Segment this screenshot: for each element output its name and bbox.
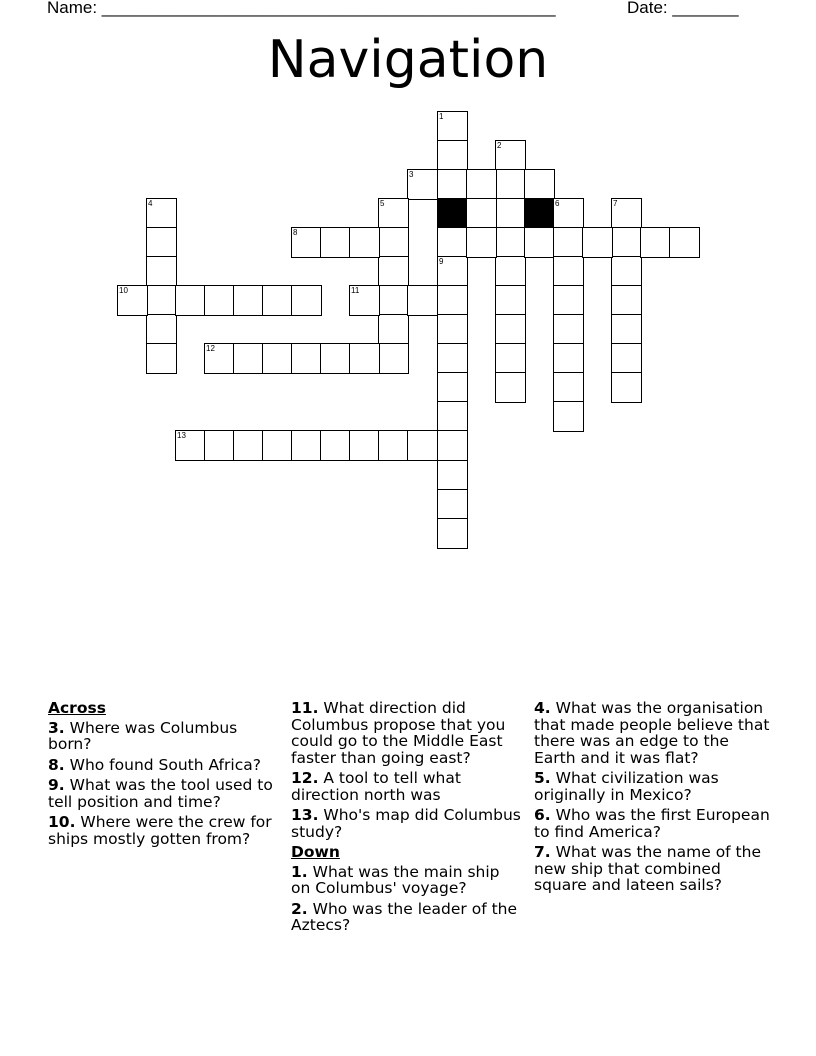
answer-cell[interactable]	[495, 256, 526, 287]
answer-cell[interactable]	[495, 372, 526, 403]
answer-cell[interactable]	[437, 430, 468, 461]
answer-cell[interactable]	[349, 285, 380, 316]
answer-cell[interactable]	[204, 343, 235, 374]
answer-cell[interactable]	[437, 111, 468, 142]
answer-cell[interactable]	[262, 343, 293, 374]
clue-number: 7	[613, 199, 618, 208]
black-cell	[437, 198, 468, 229]
answer-cell[interactable]	[553, 343, 584, 374]
answer-cell[interactable]	[378, 430, 409, 461]
answer-cell[interactable]	[407, 430, 438, 461]
clue-item-text: What direction did Columbus propose that you could go to the Middle East faster than going east?	[291, 699, 506, 767]
clue-item-number: 2.	[291, 899, 308, 918]
answer-cell[interactable]	[437, 518, 468, 549]
answer-cell[interactable]	[611, 256, 642, 287]
answer-cell[interactable]	[437, 460, 468, 491]
clue-item-number: 3.	[48, 718, 65, 737]
answer-cell[interactable]	[437, 169, 468, 200]
answer-cell[interactable]	[611, 227, 642, 258]
clue-item	[534, 807, 774, 840]
black-cell	[524, 198, 555, 229]
answer-cell[interactable]	[233, 343, 264, 374]
answer-cell[interactable]	[553, 372, 584, 403]
down-clue-list-continued	[534, 700, 774, 894]
clue-item-text: Who's map did Columbus study?	[291, 806, 521, 841]
clues-column-3	[534, 700, 774, 898]
answer-cell[interactable]	[524, 169, 555, 200]
across-clue-list-continued	[291, 700, 521, 840]
down-heading: Down	[291, 843, 340, 861]
clue-item-text: Where was Columbus born?	[48, 718, 238, 753]
answer-cell[interactable]	[378, 198, 409, 229]
clue-item	[534, 700, 774, 766]
clue-item-number: 7.	[534, 843, 551, 861]
clue-item	[48, 720, 273, 753]
answer-cell[interactable]	[291, 227, 322, 258]
answer-cell[interactable]	[466, 169, 497, 200]
answer-cell[interactable]	[204, 285, 235, 316]
clue-number: 5	[380, 199, 385, 208]
clue-item-number: 5.	[534, 769, 551, 787]
answer-cell[interactable]	[437, 343, 468, 374]
answer-cell[interactable]	[495, 227, 526, 258]
answer-cell[interactable]	[320, 430, 351, 461]
date-field-label: Date: _______	[627, 0, 739, 17]
answer-cell[interactable]	[437, 372, 468, 403]
clue-item-number: 11.	[291, 699, 319, 717]
clue-number: 4	[148, 199, 153, 208]
clue-item-number: 13.	[291, 806, 319, 824]
answer-cell[interactable]	[640, 227, 671, 258]
answer-cell[interactable]	[291, 285, 322, 316]
clue-item-number: 8.	[48, 755, 65, 774]
answer-cell[interactable]	[175, 285, 206, 316]
name-field-label: Name: ________________________________________________	[47, 0, 556, 17]
answer-cell[interactable]	[233, 430, 264, 461]
clue-item-number: 9.	[48, 776, 65, 794]
clue-number: 1	[439, 112, 444, 121]
answer-cell[interactable]	[262, 285, 293, 316]
answer-cell[interactable]	[611, 198, 642, 229]
answer-cell[interactable]	[495, 343, 526, 374]
answer-cell[interactable]	[466, 227, 497, 258]
clue-item-text: What civilization was originally in Mexico?	[534, 769, 719, 804]
answer-cell[interactable]	[437, 314, 468, 345]
answer-cell[interactable]	[204, 430, 235, 461]
answer-cell[interactable]	[407, 285, 438, 316]
answer-cell[interactable]	[437, 256, 468, 287]
answer-cell[interactable]	[553, 401, 584, 432]
across-clue-list	[48, 720, 273, 848]
answer-cell[interactable]	[320, 227, 351, 258]
clue-item-text: What was the organisation that made people believe that there was an edge to the Earth and it was flat?	[534, 699, 770, 767]
clue-item-number: 12.	[291, 769, 319, 787]
crossword-grid	[0, 0, 816, 500]
clue-item-text: Who was the first European to find America?	[534, 806, 770, 841]
across-heading: Across	[48, 699, 106, 717]
answer-cell[interactable]	[553, 227, 584, 258]
clue-number: 12	[206, 344, 215, 353]
answer-cell[interactable]	[146, 198, 177, 229]
clues-column-2	[291, 700, 521, 938]
clue-number: 9	[439, 257, 444, 266]
clue-item-text: What was the tool used to tell position and time?	[48, 776, 273, 811]
answer-cell[interactable]	[495, 198, 526, 229]
answer-cell[interactable]	[262, 430, 293, 461]
answer-cell[interactable]	[437, 140, 468, 171]
answer-cell[interactable]	[349, 227, 380, 258]
answer-cell[interactable]	[378, 256, 409, 287]
answer-cell[interactable]	[291, 430, 322, 461]
answer-cell[interactable]	[291, 343, 322, 374]
answer-cell[interactable]	[349, 343, 380, 374]
down-clue-list	[291, 864, 521, 934]
clue-item	[291, 700, 521, 766]
clue-number: 13	[177, 431, 186, 440]
answer-cell[interactable]	[349, 430, 380, 461]
answer-cell[interactable]	[524, 227, 555, 258]
answer-cell[interactable]	[437, 227, 468, 258]
clue-number: 8	[293, 228, 298, 237]
answer-cell[interactable]	[611, 285, 642, 316]
answer-cell[interactable]	[495, 140, 526, 171]
clue-item-text: Who was the leader of the Aztecs?	[291, 899, 518, 934]
clue-number: 2	[497, 141, 502, 150]
answer-cell[interactable]	[466, 198, 497, 229]
clue-item-text: A tool to tell what direction north was	[291, 769, 461, 804]
clue-item	[291, 770, 521, 803]
answer-cell[interactable]	[146, 314, 177, 345]
clue-number: 3	[409, 170, 414, 179]
page-title: Navigation	[267, 30, 549, 90]
answer-cell[interactable]	[553, 285, 584, 316]
answer-cell[interactable]	[378, 314, 409, 345]
answer-cell[interactable]	[582, 227, 613, 258]
answer-cell[interactable]	[553, 314, 584, 345]
clue-item	[534, 770, 774, 803]
clue-number: 11	[351, 286, 360, 295]
clue-item-number: 1.	[291, 862, 308, 881]
answer-cell[interactable]	[233, 285, 264, 316]
answer-cell[interactable]	[407, 169, 438, 200]
clue-item-number: 10.	[48, 813, 76, 831]
answer-cell[interactable]	[175, 430, 206, 461]
answer-cell[interactable]	[553, 198, 584, 229]
answer-cell[interactable]	[437, 489, 468, 520]
answer-cell[interactable]	[611, 343, 642, 374]
clue-item-text: What was the name of the new ship that combined square and lateen sails?	[534, 843, 761, 894]
clues-column-1	[48, 700, 273, 851]
answer-cell[interactable]	[378, 285, 409, 316]
answer-cell[interactable]	[437, 285, 468, 316]
clue-item	[48, 757, 273, 774]
answer-cell[interactable]	[146, 343, 177, 374]
answer-cell[interactable]	[146, 285, 177, 316]
clue-item-text: What was the main ship on Columbus' voyage?	[291, 862, 500, 897]
clue-number: 6	[555, 199, 560, 208]
answer-cell[interactable]	[146, 227, 177, 258]
clue-item-text: Who found South Africa?	[64, 755, 261, 774]
answer-cell[interactable]	[611, 372, 642, 403]
answer-cell[interactable]	[553, 256, 584, 287]
answer-cell[interactable]	[611, 314, 642, 345]
answer-cell[interactable]	[669, 227, 700, 258]
clue-item	[291, 807, 521, 840]
answer-cell[interactable]	[320, 343, 351, 374]
clue-item	[48, 814, 273, 847]
answer-cell[interactable]	[495, 169, 526, 200]
clue-item	[291, 864, 521, 897]
answer-cell[interactable]	[146, 256, 177, 287]
answer-cell[interactable]	[117, 285, 148, 316]
clue-item	[291, 901, 521, 934]
clue-item-number: 4.	[534, 699, 551, 717]
clue-number: 10	[119, 286, 128, 295]
answer-cell[interactable]	[437, 401, 468, 432]
clue-item	[534, 844, 774, 894]
clue-item	[48, 777, 273, 810]
answer-cell[interactable]	[378, 343, 409, 374]
clue-item-text: Where were the crew for ships mostly gotten from?	[48, 813, 272, 848]
answer-cell[interactable]	[495, 314, 526, 345]
answer-cell[interactable]	[495, 285, 526, 316]
clue-item-number: 6.	[534, 806, 551, 824]
answer-cell[interactable]	[378, 227, 409, 258]
